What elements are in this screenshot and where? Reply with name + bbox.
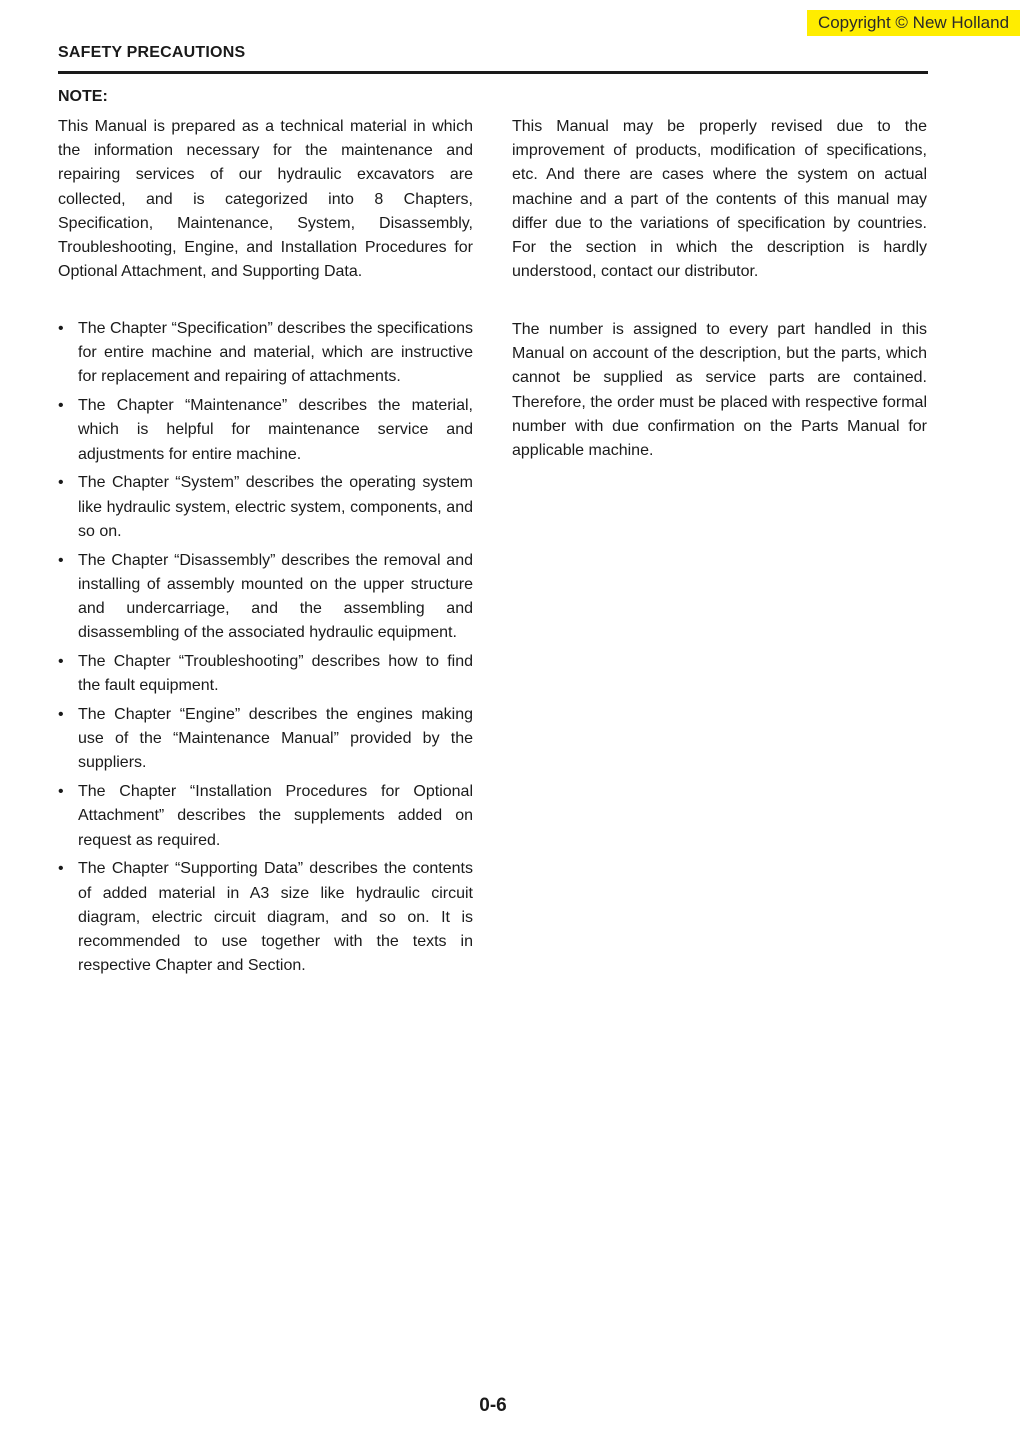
bullet-icon: • bbox=[58, 860, 64, 878]
list-item-text: The Chapter “Specification” describes the specifications for entire machine and material, which are instructive for replacement and repairing of attachments. bbox=[78, 320, 473, 386]
list-item bbox=[58, 650, 473, 698]
list-item bbox=[58, 703, 473, 776]
list-item-text: The Chapter “Disassembly” describes the removal and installing of assembly mounted on the upper structure and undercarriage, and the assembling and disassembling of the associated hydraulic equipment. bbox=[78, 551, 473, 642]
bullet-icon: • bbox=[58, 397, 64, 415]
chapter-list bbox=[58, 317, 473, 983]
header-rule bbox=[58, 71, 928, 74]
list-item bbox=[58, 317, 473, 390]
bullet-icon: • bbox=[58, 320, 64, 337]
list-item bbox=[58, 471, 473, 544]
list-item-text: The Chapter “Maintenance” describes the material, which is helpful for maintenance service and adjustments for entire machine. bbox=[78, 397, 473, 463]
parts-paragraph-right: The number is assigned to every part handled in this Manual on account of the description, but the parts, which cannot be supplied as service parts are contained. Therefore, the order must be placed with respective formal number with due confirmation on the Parts Manual for applicable machine. bbox=[512, 321, 927, 460]
intro-paragraph-left: This Manual is prepared as a technical material in which the information necessary for the maintenance and repairing services of our hydraulic excavators are collected, and is categorized into 8 Chapters, Specification, Maintenance, System, Disassembly, Troubleshooting, Engine, and Installation Procedures for Optional Attachment, and Supporting Data. bbox=[58, 118, 473, 281]
bullet-icon: • bbox=[58, 706, 64, 724]
list-item bbox=[58, 549, 473, 646]
bullet-icon: • bbox=[58, 653, 64, 671]
list-item bbox=[58, 394, 473, 467]
list-item-text: The Chapter “System” describes the operating system like hydraulic system, electric system, components, and so on. bbox=[78, 474, 473, 540]
list-item-text: The Chapter “Engine” describes the engines making use of the “Maintenance Manual” provided by the suppliers. bbox=[78, 706, 473, 772]
list-item bbox=[58, 780, 473, 853]
bullet-icon: • bbox=[58, 474, 64, 492]
bullet-icon: • bbox=[58, 551, 64, 569]
bullet-icon: • bbox=[58, 783, 64, 801]
list-item-text: The Chapter “Troubleshooting” describes how to find the fault equipment. bbox=[78, 653, 473, 695]
page-number: 0-6 bbox=[479, 1395, 507, 1416]
section-title: SAFETY PRECAUTIONS bbox=[58, 44, 246, 61]
list-item-text: The Chapter “Installation Procedures for Optional Attachment” describes the supplements added on request as required. bbox=[78, 783, 473, 849]
note-label: NOTE: bbox=[58, 88, 108, 105]
copyright-banner: Copyright © New Holland bbox=[807, 10, 1020, 36]
list-item-text: The Chapter “Supporting Data” describes the contents of added material in A3 size like hydraulic circuit diagram, electric circuit diagram, and so on. It is recommended to use together with the texts in respective Chapter and Section. bbox=[78, 860, 473, 975]
list-item bbox=[58, 857, 473, 978]
intro-paragraph-right: This Manual may be properly revised due to the improvement of products, modification of specifications, etc. And there are cases where the system on actual machine and a part of the contents of this manual may differ due to the variations of specification by countries. For the section in which the description is hardly understood, contact our distributor. bbox=[512, 118, 927, 281]
